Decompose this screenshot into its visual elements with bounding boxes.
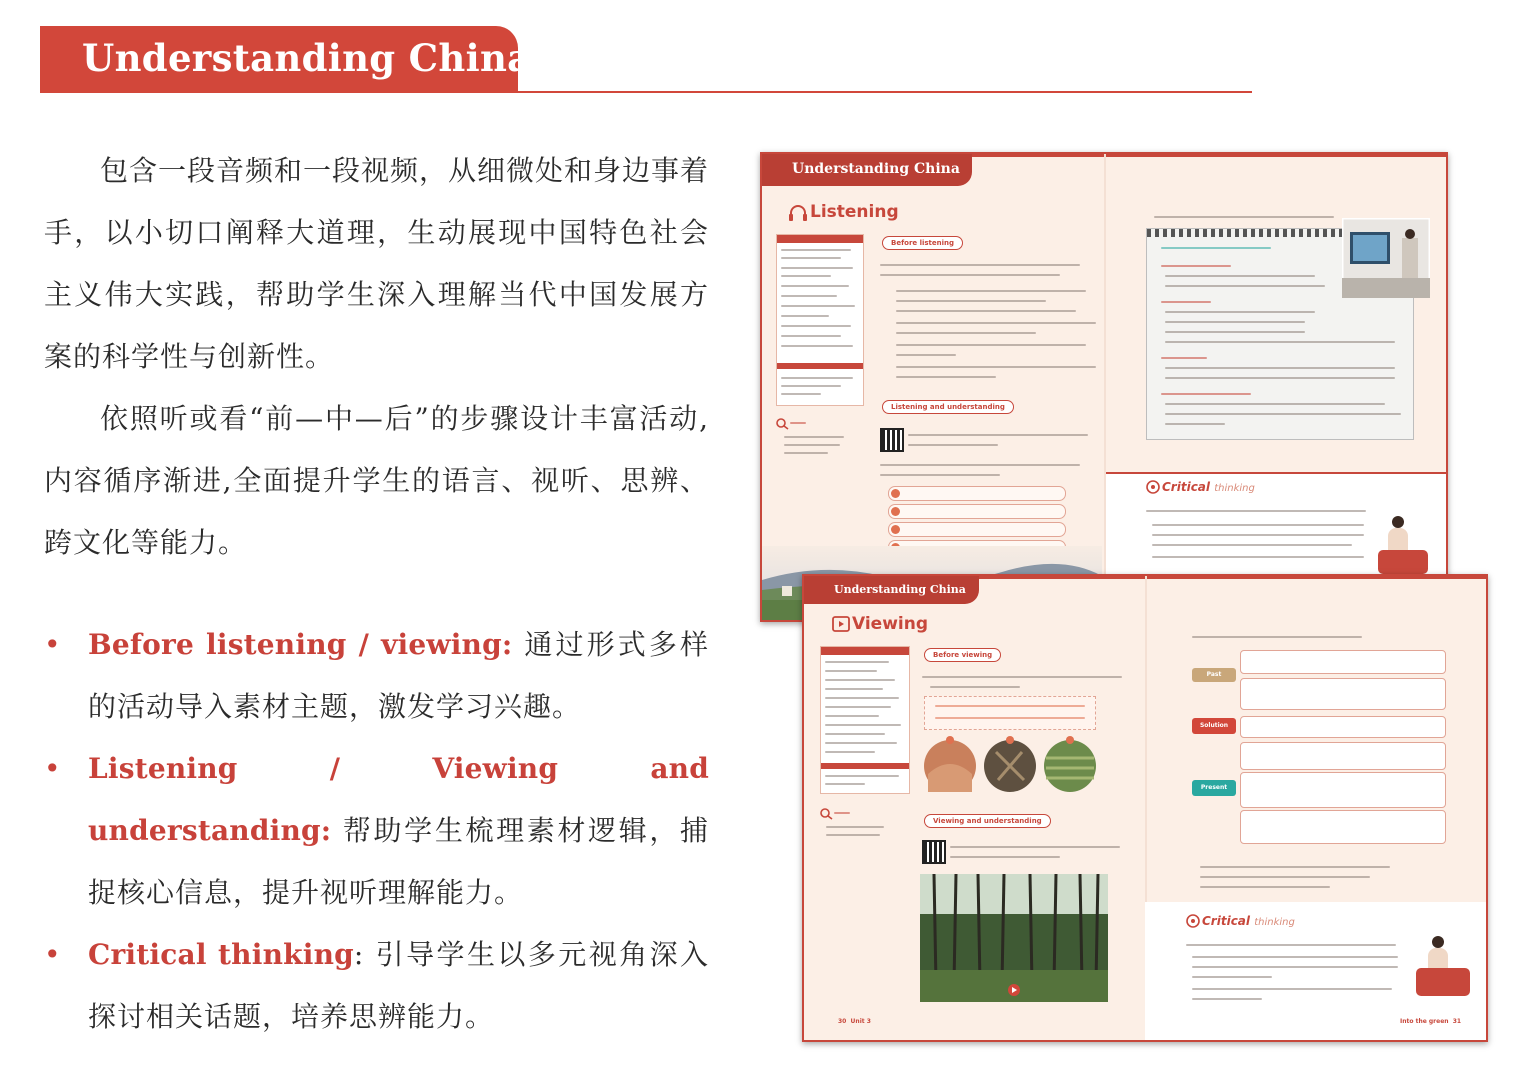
thinking-word: thinking — [1254, 917, 1295, 928]
timeline-tag-past: Past — [1192, 668, 1236, 682]
text-line — [896, 322, 1096, 324]
listening-understanding-pill: Listening and understanding — [882, 400, 1014, 414]
before-viewing-pill: Before viewing — [924, 648, 1001, 662]
text-line — [825, 724, 901, 726]
text-line — [825, 775, 899, 777]
text-line — [1165, 275, 1315, 277]
critical-thinking-icon — [1146, 480, 1160, 494]
word-bank — [924, 696, 1096, 730]
text-line — [1200, 866, 1390, 868]
text-line — [896, 354, 956, 356]
text-line — [930, 686, 1020, 688]
ucampus-badge[interactable] — [1378, 550, 1428, 574]
text-line — [825, 697, 899, 699]
text-line — [781, 335, 841, 337]
text-line — [1165, 331, 1305, 333]
title-rule — [40, 91, 1252, 93]
text-line — [1165, 403, 1385, 405]
text-line — [1154, 216, 1334, 218]
feature-item-critical — [44, 924, 709, 1048]
intro-paragraph-2: 依照听或看“前—中—后”的步骤设计丰富活动,内容循序渐进,全面提升学生的语言、视听、思辨、跨文化等能力。 — [44, 402, 709, 559]
page-number: 31 — [1452, 1018, 1462, 1025]
text-line — [896, 376, 996, 378]
text-line — [781, 257, 841, 259]
text-line — [880, 264, 1080, 266]
text-line — [1165, 413, 1401, 415]
text-line — [922, 676, 1122, 678]
timeline-tag-present: Present — [1192, 780, 1236, 796]
text-line — [1192, 956, 1398, 958]
text-line — [896, 366, 1096, 368]
ucampus-badge[interactable] — [1416, 968, 1470, 996]
answer-option-c[interactable] — [888, 522, 1066, 537]
sidebar-subheader — [821, 763, 909, 769]
text-line — [825, 715, 879, 717]
text-line — [1161, 393, 1251, 395]
before-listening-pill: Before listening — [882, 236, 963, 250]
text-line — [781, 345, 853, 347]
diagram-box — [1240, 810, 1446, 844]
page-number-left — [838, 1018, 871, 1025]
feature-item-before — [44, 614, 709, 738]
critical-thinking-icon — [1186, 914, 1200, 928]
text-line — [784, 444, 840, 446]
notes-icon — [820, 808, 834, 820]
headphones-icon — [788, 204, 808, 222]
text-line — [826, 834, 880, 836]
text-line — [1165, 311, 1315, 313]
classroom-photo — [1342, 218, 1430, 298]
diagram-box — [1240, 716, 1446, 738]
text-line — [1165, 423, 1225, 425]
text-line — [1200, 876, 1370, 878]
text-line — [1192, 636, 1362, 638]
words-sidebar — [820, 646, 910, 794]
unit-title: Into the green — [1400, 1018, 1449, 1025]
text-line — [1161, 301, 1211, 303]
qr-code-icon[interactable] — [924, 842, 944, 862]
thinking-word: thinking — [1214, 483, 1255, 494]
text-line — [781, 305, 855, 307]
text-line — [781, 325, 851, 327]
text-line — [825, 733, 885, 735]
text-line — [896, 290, 1086, 292]
text-line — [781, 285, 849, 287]
text-line — [1192, 988, 1392, 990]
text-line — [1152, 534, 1364, 536]
text-line — [1152, 556, 1364, 558]
feature-item-understanding — [44, 738, 709, 924]
text-line — [1165, 341, 1395, 343]
text-line — [1165, 285, 1325, 287]
text-line — [880, 474, 1000, 476]
text-line — [781, 393, 821, 395]
forest-video-thumbnail[interactable] — [920, 874, 1108, 1002]
viewing-spread-preview — [802, 574, 1488, 1042]
text-line — [1146, 510, 1366, 512]
notes-label — [834, 812, 850, 814]
title-banner — [40, 26, 532, 92]
text-line — [896, 332, 1036, 334]
text-line — [781, 295, 837, 297]
sidebar-header — [821, 647, 909, 655]
text-line — [825, 742, 897, 744]
critical-thinking-title — [1202, 914, 1295, 928]
viewing-understanding-pill: Viewing and understanding — [924, 814, 1051, 828]
page-title: Understanding China — [82, 36, 532, 80]
words-sidebar — [776, 234, 864, 406]
play-icon — [832, 616, 850, 632]
text-line — [781, 385, 841, 387]
critical-word: Critical — [1162, 480, 1211, 494]
text-line — [781, 377, 853, 379]
text-line — [1192, 998, 1262, 1000]
feature-label: Critical thinking — [88, 938, 354, 971]
picture-set — [920, 734, 1100, 798]
text-line — [1152, 524, 1364, 526]
spread-header — [762, 154, 972, 186]
text-line — [1200, 886, 1330, 888]
diagram-box — [1240, 742, 1446, 770]
section-title-listening: Listening — [810, 202, 899, 222]
text-line — [781, 275, 831, 277]
text-line — [1192, 966, 1398, 968]
text-line — [935, 705, 1085, 707]
text-line — [1161, 265, 1231, 267]
text-line — [1161, 357, 1207, 359]
text-line — [825, 661, 889, 663]
diagram-box — [1240, 678, 1446, 710]
text-line — [781, 315, 829, 317]
text-line — [1152, 544, 1352, 546]
text-line — [1165, 377, 1395, 379]
text-line — [784, 436, 844, 438]
text-line — [781, 249, 851, 251]
notes-label — [790, 422, 806, 424]
intro-paragraph-1: 包含一段音频和一段视频，从细微处和身边事着手，以小切口阐释大道理，生动展现中国特色社会主义伟大实践，帮助学生深入理解当代中国发展方案的科学性与创新性。 — [44, 154, 710, 373]
feature-label: Listening / Viewing and understanding: — [88, 752, 709, 847]
answer-option-b[interactable] — [888, 504, 1066, 519]
text-line — [950, 856, 1060, 858]
listening-spread-preview — [760, 152, 1448, 622]
text-line — [784, 452, 828, 454]
timeline-tag-solution: Solution — [1192, 718, 1236, 734]
page-number-right — [1400, 1018, 1461, 1025]
diagram-box — [1240, 772, 1446, 808]
text-line — [935, 717, 1085, 719]
feature-text: 帮助学生梳理素材逻辑，捕捉核心信息，提升视听理解能力。 — [88, 814, 709, 909]
text-line — [826, 826, 884, 828]
text-line — [880, 464, 1080, 466]
text-line — [825, 783, 865, 785]
answer-option-a[interactable] — [888, 486, 1066, 501]
feature-label: Before listening / viewing: — [88, 628, 513, 661]
page-number: 30 — [838, 1018, 847, 1025]
qr-code-icon[interactable] — [882, 430, 902, 450]
text-line — [896, 300, 1046, 302]
unit-label: Unit 3 — [850, 1018, 871, 1025]
text-line — [825, 670, 877, 672]
text-line — [896, 344, 1086, 346]
text-line — [1161, 247, 1271, 249]
notes-icon — [776, 418, 790, 430]
diagram-box — [1240, 650, 1446, 674]
sidebar-header — [777, 235, 863, 243]
text-line — [825, 688, 883, 690]
feature-text: : 引导学生以多元视角深入探讨相关话题，培养思辨能力。 — [88, 938, 709, 1033]
text-line — [1186, 944, 1396, 946]
critical-word: Critical — [1202, 914, 1251, 928]
feature-text: 通过形式多样的活动导入素材主题，激发学习兴趣。 — [88, 628, 709, 723]
text-line — [825, 751, 875, 753]
spread-header-title: Understanding China — [792, 161, 960, 177]
text-line — [880, 274, 1060, 276]
text-line — [825, 679, 895, 681]
text-line — [908, 444, 998, 446]
text-line — [781, 267, 853, 269]
feature-list — [44, 614, 709, 1048]
spread-header — [804, 576, 979, 604]
critical-thinking-title — [1162, 480, 1255, 494]
section-title-viewing: Viewing — [852, 614, 929, 634]
sidebar-subheader — [777, 363, 863, 369]
text-line — [908, 434, 1088, 436]
text-line — [1192, 976, 1272, 978]
spread-header-title: Understanding China — [834, 583, 966, 596]
text-line — [1165, 321, 1305, 323]
text-line — [1165, 367, 1395, 369]
text-line — [896, 310, 1076, 312]
text-line — [950, 846, 1120, 848]
text-line — [825, 706, 891, 708]
